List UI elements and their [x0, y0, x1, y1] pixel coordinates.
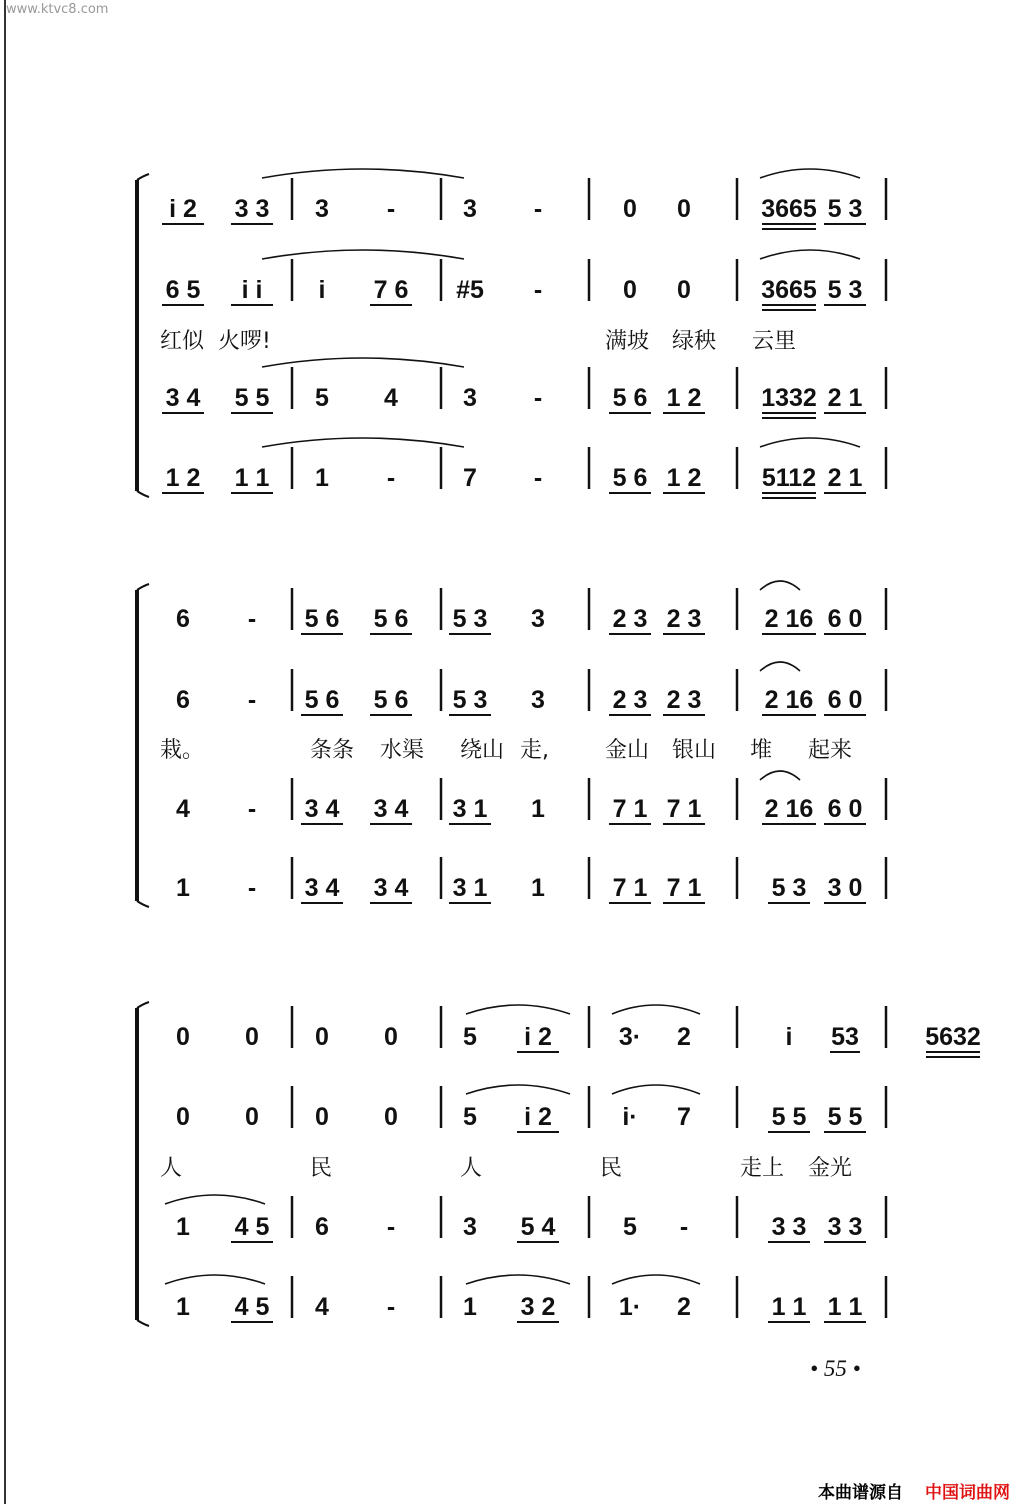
slur-arc — [165, 1275, 265, 1284]
note-group: 0 — [677, 195, 691, 223]
note-group: i — [785, 1023, 793, 1051]
dash-note: - — [247, 605, 257, 633]
note-group: 6 0 — [827, 686, 863, 714]
slur-arc — [612, 1005, 700, 1014]
bracket-bottom-hook — [137, 491, 149, 497]
dash-note: - — [533, 384, 543, 412]
note-group: 0 — [677, 276, 691, 304]
note-group: 5 6 — [612, 464, 648, 492]
note-group: 3 0 — [827, 874, 863, 902]
dash-note: - — [533, 464, 543, 492]
note-group: 0 — [176, 1103, 190, 1131]
slur-arc — [262, 358, 464, 367]
slur-arc — [262, 169, 464, 178]
note-group: 0 — [623, 195, 637, 223]
note-group: 1 1 — [827, 1293, 863, 1321]
lyric-word: 民 — [600, 1156, 623, 1181]
lyric-word: 人 — [160, 1156, 183, 1181]
slur-arc — [262, 250, 464, 259]
lyric-word: 栽。 — [160, 738, 205, 763]
note-group: 1 — [315, 464, 329, 492]
note-group: 5 6 — [304, 605, 340, 633]
note-group: 3 4 — [373, 795, 409, 823]
note-group: 4 — [176, 795, 190, 823]
note-group: 3 1 — [452, 874, 488, 902]
note-group: 5 — [623, 1213, 637, 1241]
note-group: 0 — [384, 1023, 398, 1051]
slur-arc — [466, 1085, 570, 1094]
note-group: 5112 — [761, 464, 817, 492]
lyric-word: 起来 — [808, 738, 853, 763]
note-group: 3 2 — [520, 1293, 556, 1321]
note-group: 3 4 — [373, 874, 409, 902]
slur-arc — [760, 771, 800, 780]
dash-note: - — [247, 686, 257, 714]
note-group: i — [318, 276, 326, 304]
note-group: 4 5 — [234, 1213, 270, 1241]
bracket-top-hook — [137, 174, 149, 180]
slur-arc — [760, 438, 860, 447]
bracket-top-hook — [137, 584, 149, 590]
footer-source-label: 本曲谱源自 — [818, 1483, 903, 1503]
note-group: 0 — [315, 1103, 329, 1131]
note-group: 7 1 — [612, 874, 648, 902]
lyric-word: 绿秧 — [672, 329, 717, 354]
slur-arc — [165, 1195, 265, 1204]
lyric-word: 红似 — [160, 329, 205, 354]
note-group: 2 — [677, 1023, 691, 1051]
lyric-word: 绕山 — [460, 738, 505, 763]
lyric-word: 民 — [310, 1156, 333, 1181]
slur-arc — [760, 169, 860, 178]
note-group: 6 — [176, 605, 190, 633]
note-group: i 2 — [169, 195, 197, 223]
dash-note: - — [247, 874, 257, 902]
note-group: 2 3 — [666, 605, 702, 633]
note-group: 5 3 — [452, 686, 488, 714]
note-group: 2 3 — [612, 686, 648, 714]
watermark: www.ktvc8.com — [6, 2, 109, 17]
note-group: 2 — [677, 1293, 691, 1321]
note-group: 4 5 — [234, 1293, 270, 1321]
note-group: 7 1 — [666, 795, 702, 823]
lyric-word: 满坡 — [605, 329, 650, 354]
note-group: 3 — [463, 195, 477, 223]
note-group: 2 16 — [764, 605, 814, 633]
note-group: 6 — [176, 686, 190, 714]
note-group: 1 — [176, 874, 190, 902]
note-group: 6 5 — [165, 276, 201, 304]
note-group: 0 — [245, 1023, 259, 1051]
note-group: 2 16 — [764, 795, 814, 823]
note-group: 2 1 — [827, 384, 863, 412]
note-group: 3 — [531, 686, 545, 714]
note-group: 5 5 — [771, 1103, 807, 1131]
note-group: 4 — [384, 384, 398, 412]
dash-note: - — [386, 1293, 396, 1321]
note-group: 0 — [176, 1023, 190, 1051]
note-group: 3 — [463, 384, 477, 412]
note-group: 0 — [623, 276, 637, 304]
note-group: 1 — [463, 1293, 477, 1321]
note-group: i· — [622, 1103, 638, 1131]
note-group: 3· — [618, 1023, 642, 1051]
note-group: 1332 — [761, 384, 817, 412]
note-group: 1· — [618, 1293, 642, 1321]
note-group: i 2 — [524, 1023, 552, 1051]
note-group: 1 1 — [771, 1293, 807, 1321]
lyric-word: 走, — [520, 738, 549, 763]
note-group: 1 1 — [234, 464, 270, 492]
note-group: 1 2 — [666, 464, 702, 492]
note-group: 2 16 — [764, 686, 814, 714]
note-group: 5632 — [925, 1023, 981, 1051]
note-group: 1 2 — [165, 464, 201, 492]
note-group: 5 3 — [827, 276, 863, 304]
note-group: 3 3 — [234, 195, 270, 223]
bracket-bottom-hook — [137, 1320, 149, 1326]
dash-note: - — [386, 1213, 396, 1241]
lyric-word: 云里 — [752, 329, 797, 354]
note-group: 1 — [176, 1213, 190, 1241]
note-group: 2 3 — [612, 605, 648, 633]
note-group: 5 6 — [373, 605, 409, 633]
bracket-bottom-hook — [137, 901, 149, 907]
note-group: 3 3 — [827, 1213, 863, 1241]
slur-arc — [466, 1005, 570, 1014]
note-group: 3665 — [761, 195, 817, 223]
note-group: 5 6 — [373, 686, 409, 714]
bracket-top-hook — [137, 1002, 149, 1008]
note-group: 6 — [315, 1213, 329, 1241]
slur-arc — [612, 1275, 700, 1284]
dash-note: - — [533, 195, 543, 223]
slur-arc — [760, 250, 860, 259]
note-group: 5 — [463, 1023, 477, 1051]
slur-arc — [262, 438, 464, 447]
dash-note: - — [386, 464, 396, 492]
note-group: 6 0 — [827, 605, 863, 633]
note-group: 5 6 — [612, 384, 648, 412]
lyric-word: 条条 — [310, 738, 355, 763]
note-group: 5 3 — [771, 874, 807, 902]
lyric-word: 金光 — [808, 1156, 853, 1181]
note-group: 5 3 — [827, 195, 863, 223]
note-group: 1 — [531, 874, 545, 902]
note-group: 53 — [831, 1023, 859, 1051]
note-group: 5 6 — [304, 686, 340, 714]
lyric-word: 银山 — [672, 738, 717, 763]
lyric-word: 火啰! — [218, 329, 271, 354]
note-group: 5 3 — [452, 605, 488, 633]
note-group: 3 — [315, 195, 329, 223]
note-group: 3 1 — [452, 795, 488, 823]
dash-note: - — [679, 1213, 689, 1241]
note-group: 3 — [531, 605, 545, 633]
note-group: #5 — [456, 276, 484, 304]
dash-note: - — [247, 795, 257, 823]
note-group: 1 2 — [666, 384, 702, 412]
lyric-word: 走上 — [740, 1156, 785, 1181]
note-group: 7 — [463, 464, 477, 492]
note-group: 5 — [463, 1103, 477, 1131]
dash-note: - — [386, 195, 396, 223]
slur-arc — [760, 581, 800, 590]
footer-site-name: 中国词曲网 — [925, 1483, 1010, 1503]
note-group: 3 4 — [304, 874, 340, 902]
note-group: 1 — [176, 1293, 190, 1321]
note-group: 3665 — [761, 276, 817, 304]
lyric-word: 堆 — [750, 738, 773, 763]
note-group: 5 — [315, 384, 329, 412]
lyric-word: 金山 — [605, 738, 650, 763]
note-group: 2 1 — [827, 464, 863, 492]
note-group: 1 — [531, 795, 545, 823]
note-group: 4 — [315, 1293, 329, 1321]
slur-arc — [612, 1085, 700, 1094]
note-group: i 2 — [524, 1103, 552, 1131]
note-group: i i — [241, 276, 263, 304]
note-group: 7 1 — [612, 795, 648, 823]
lyric-word: 人 — [460, 1156, 483, 1181]
note-group: 3 — [463, 1213, 477, 1241]
dash-note: - — [533, 276, 543, 304]
note-group: 0 — [245, 1103, 259, 1131]
note-group: 3 4 — [304, 795, 340, 823]
page-number-value: 55 — [823, 1356, 847, 1381]
note-group: 7 6 — [373, 276, 409, 304]
note-group: 3 3 — [771, 1213, 807, 1241]
note-group: 5 5 — [234, 384, 270, 412]
note-group: 2 3 — [666, 686, 702, 714]
note-group: 7 — [677, 1103, 691, 1131]
note-group: 7 1 — [666, 874, 702, 902]
note-group: 5 5 — [827, 1103, 863, 1131]
note-group: 0 — [384, 1103, 398, 1131]
note-group: 6 0 — [827, 795, 863, 823]
slur-arc — [760, 662, 800, 671]
note-group: 5 4 — [520, 1213, 556, 1241]
note-group: 0 — [315, 1023, 329, 1051]
footer-credit — [818, 1478, 1010, 1503]
note-group: 3 4 — [165, 384, 201, 412]
lyric-word: 水渠 — [380, 738, 425, 763]
slur-arc — [466, 1275, 570, 1284]
page-number: • 55 • — [810, 1356, 861, 1381]
